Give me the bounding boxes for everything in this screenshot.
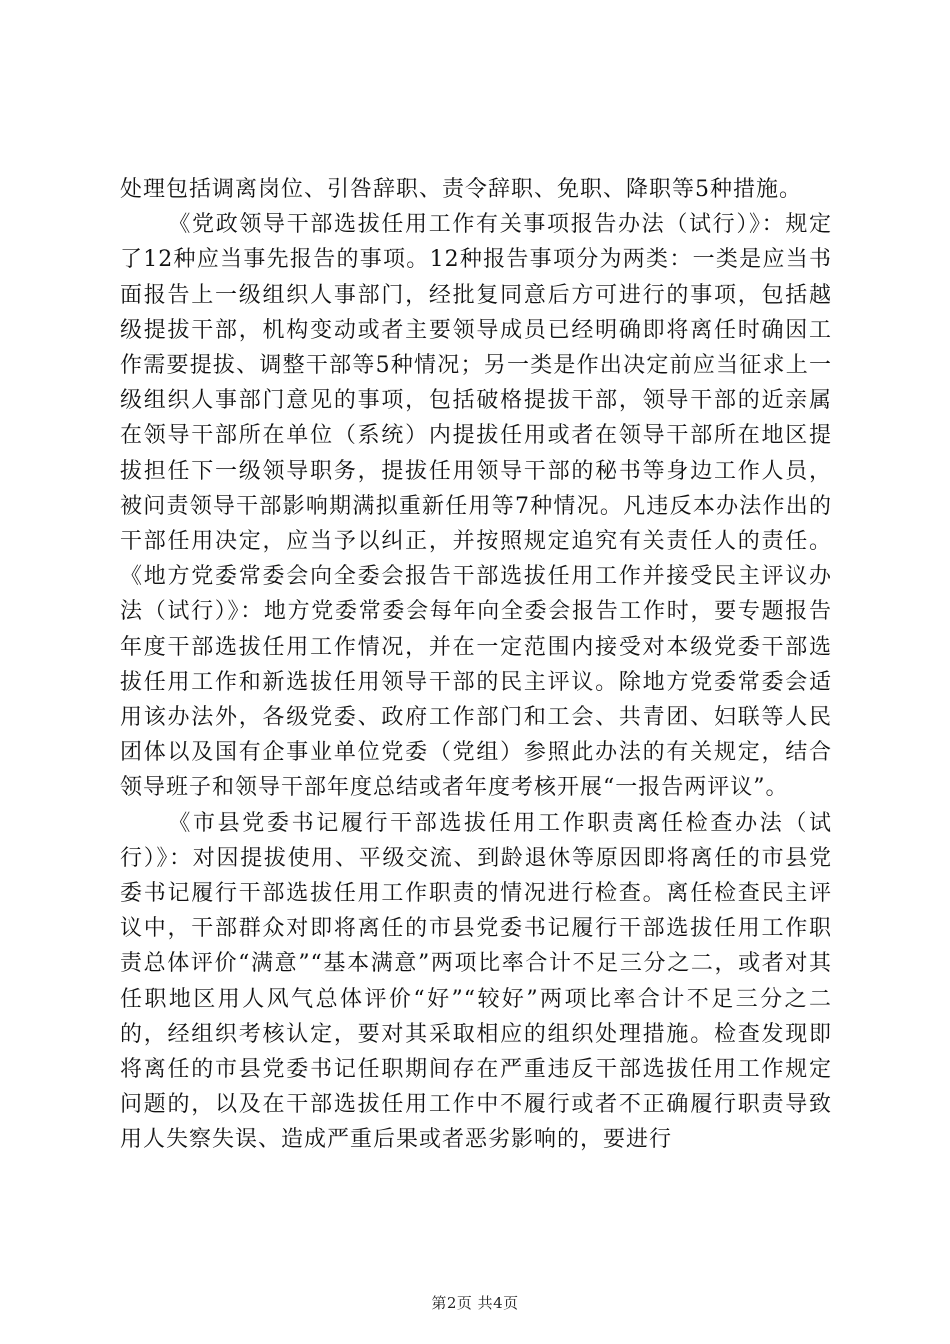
page-footer: 第2页 共4页	[431, 1294, 519, 1312]
paragraph-departure-inspection: 《市县党委书记履行干部选拔任用工作职责离任检查办法（试行）》：对因提拔使用、平级交流、到龄退休等原因即将离任的市县党委书记履行干部选拔任用工作职责的情况进行检查。离任检查民主评议中，干部群众对即将离任的市县党委书记履行干部选拔任用工作职责总体评价“满意”“基本满意”两项比率合计不足三分之二，或者对其任职地区用人风气总体评价“好”“较好”两项比率合计不足三分之二的，经组织考核认定，要对其采取相应的组织处理措施。检查发现即将离任的市县党委书记任职期间存在严重违反干部选拔任用工作规定问题的，以及在干部选拔任用工作中不履行或者不正确履行职责导致用人失察失误、造成严重后果或者恶劣影响的，要进行	[120, 810, 832, 1153]
paragraph-reporting-rules: 《党政领导干部选拔任用工作有关事项报告办法（试行）》：规定了12种应当事先报告的事项。12种报告事项分为两类：一类是应当书面报告上一级组织人事部门，经批复同意后方可进行的事项，包括越级提拔干部，机构变动或者主要领导成员已经明确即将离任时确因工作需要提拔、调整干部等5种情况；另一类是作出决定前应当征求上一级组织人事部门意见的事项，包括破格提拔干部，领导干部的近亲属在领导干部所在单位（系统）内提拔任用或者在领导干部所在地区提拔担任下一级领导职务，提拔任用领导干部的秘书等身边工作人员，被问责领导干部影响期满拟重新任用等7种情况。凡违反本办法作出的干部任用决定，应当予以纠正，并按照规定追究有关责任人的责任。《地方党委常委会向全委会报告干部选拔任用工作并接受民主评议办法（试行）》：地方党委常委会每年向全委会报告工作时，要专题报告年度干部选拔任用工作情况，并在一定范围内接受对本级党委干部选拔任用工作和新选拔任用领导干部的民主评议。除地方党委常委会适用该办法外，各级党委、政府工作部门和工会、共青团、妇联等人民团体以及国有企事业单位党委（党组）参照此办法的有关规定，结合领导班子和领导干部年度总结或者年度考核开展“一报告两评议”。	[120, 212, 832, 801]
document-body	[120, 172, 832, 1158]
paragraph-measures: 处理包括调离岗位、引咎辞职、责令辞职、免职、降职等5种措施。	[120, 177, 802, 202]
